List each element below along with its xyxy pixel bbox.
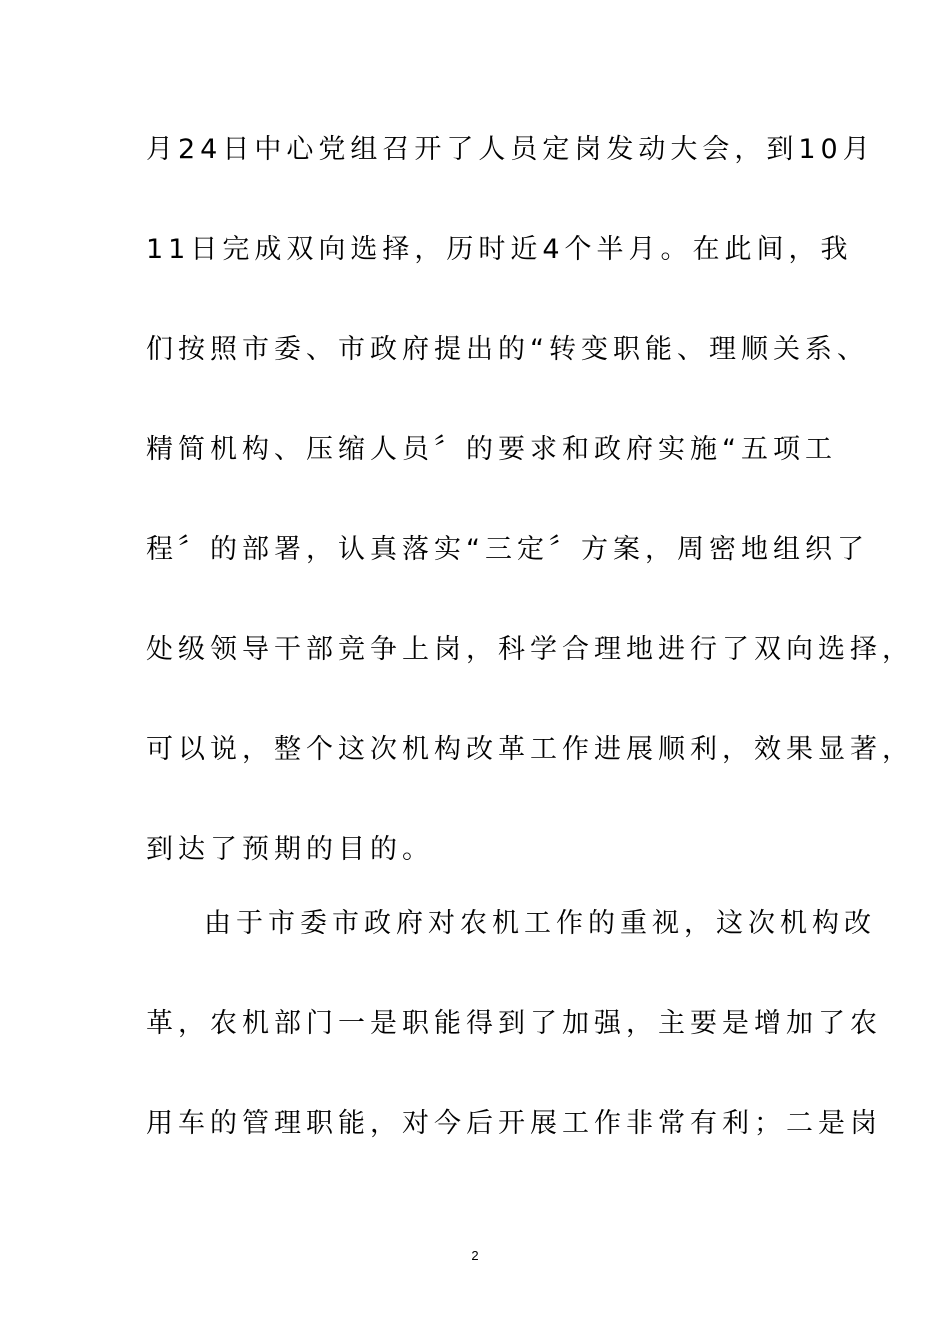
text-line: 月24日中心党组召开了人员定岗发动大会，到10月 <box>146 134 875 165</box>
text-line: 用车的管理职能，对今后开展工作非常有利；二是岗 <box>146 1108 882 1139</box>
text-line: 处级领导干部竞争上岗，科学合理地进行了双向选择， <box>146 634 914 665</box>
text-line: 11日完成双向选择，历时近4个半月。在此间，我 <box>146 234 853 265</box>
paragraph-first-line: 由于市委市政府对农机工作的重视，这次机构改 <box>204 908 876 939</box>
text-line: 到达了预期的目的。 <box>146 834 434 865</box>
text-line: 们按照市委、市政府提出的“转变职能、理顺关系、 <box>146 334 869 365</box>
page-number: 2 <box>471 1248 479 1263</box>
text-line: 程〞的部署，认真落实“三定〞方案，周密地组织了 <box>146 534 869 565</box>
text-line: 革，农机部门一是职能得到了加强，主要是增加了农 <box>146 1008 882 1039</box>
text-line: 可以说，整个这次机构改革工作进展顺利，效果显著， <box>146 734 914 765</box>
text-line: 精简机构、压缩人员〞的要求和政府实施“五项工 <box>146 434 837 465</box>
